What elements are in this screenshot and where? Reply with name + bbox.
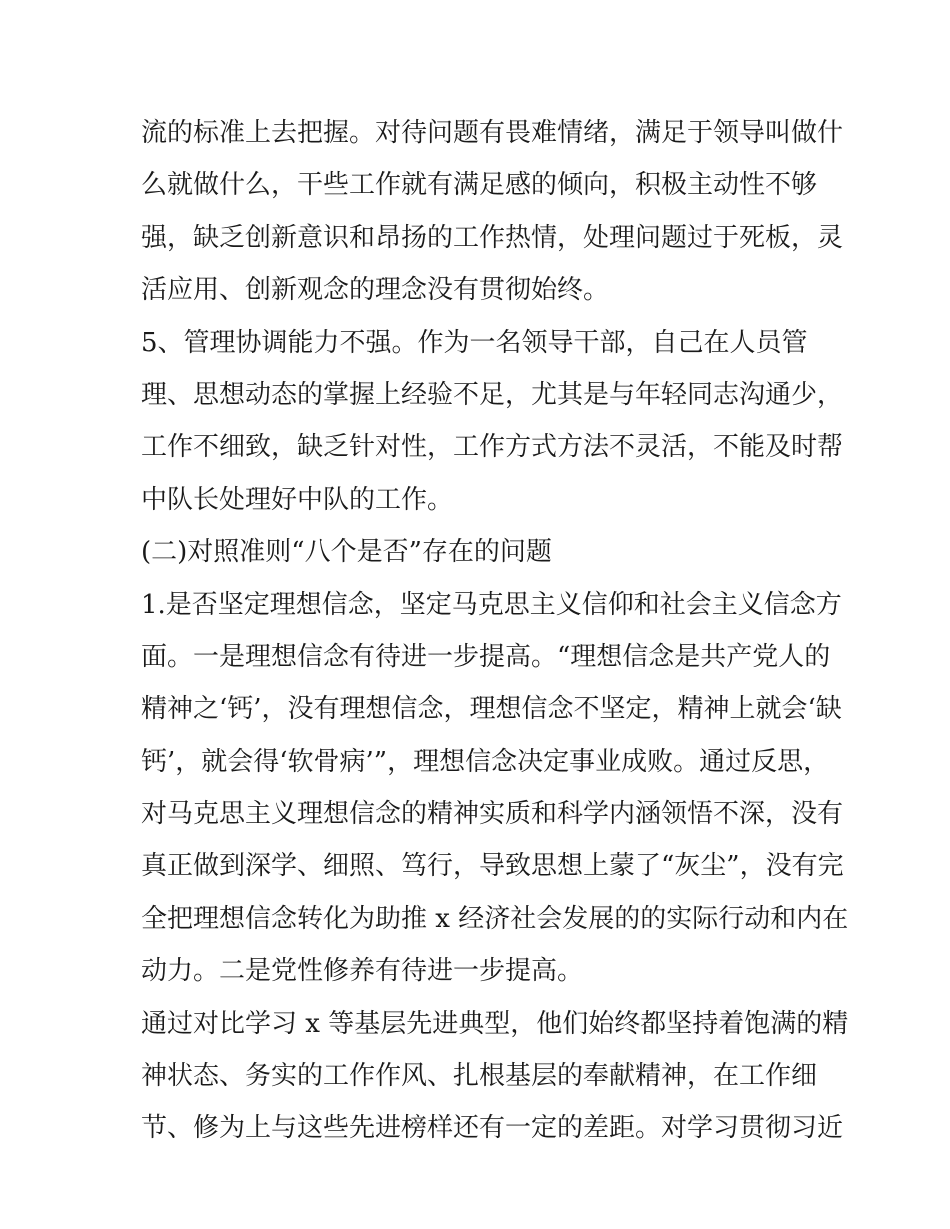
text-line: 么就做什么，干些工作就有满足感的倾向，积极主动性不够: [141, 170, 818, 201]
text-line: 理、思想动态的掌握上经验不足，尤其是与年轻同志沟通少，: [141, 379, 844, 410]
text-line: 中队长处理好中队的工作。: [141, 484, 454, 515]
text-line: 面。一是理想信念有待进一步提高。“理想信念是共产党人的: [141, 641, 831, 672]
text-line: 工作不细致，缺乏针对性，工作方式方法不灵活，不能及时帮: [141, 432, 844, 463]
text-line: 强，缺乏创新意识和昂扬的工作热情，处理问题过于死板，灵: [141, 222, 844, 253]
text-line: 动力。二是党性修养有待进一步提高。: [141, 956, 584, 987]
text-line: 神状态、务实的工作作风、扎根基层的奉献精神，在工作细: [141, 1061, 818, 1092]
text-line: 对马克思主义理想信念的精神实质和科学内涵领悟不深，没有: [141, 799, 844, 830]
text-line: 5、管理协调能力不强。作为一名领导干部，自己在人员管: [141, 327, 808, 358]
text-line: 流的标准上去把握。对待问题有畏难情绪，满足于领导叫做什: [141, 118, 844, 148]
text-line: 真正做到深学、细照、笃行，导致思想上蒙了“灰尘”，没有完: [141, 851, 844, 882]
text-line: 全把理想信念转化为助推 x 经济社会发展的的实际行动和内在: [141, 903, 849, 934]
body-text: [141, 107, 849, 1155]
text-line: 精神之‘钙’，没有理想信念，理想信念不坚定，精神上就会‘缺: [141, 694, 842, 725]
text-line: 节、修为上与这些先进榜样还有一定的差距。对学习贯彻习近: [141, 1113, 844, 1144]
text-line: 活应用、创新观念的理念没有贯彻始终。: [141, 275, 610, 306]
text-line: 通过对比学习 x 等基层先进典型，他们始终都坚持着饱满的精: [141, 1008, 849, 1039]
text-line: 1.是否坚定理想信念，坚定马克思主义信仰和社会主义信念方: [141, 589, 842, 620]
section-heading: (二)对照准则“八个是否”存在的问题: [141, 537, 552, 568]
text-line: 钙’，就会得‘软骨病’”，理想信念决定事业成败。通过反思，: [141, 746, 830, 777]
